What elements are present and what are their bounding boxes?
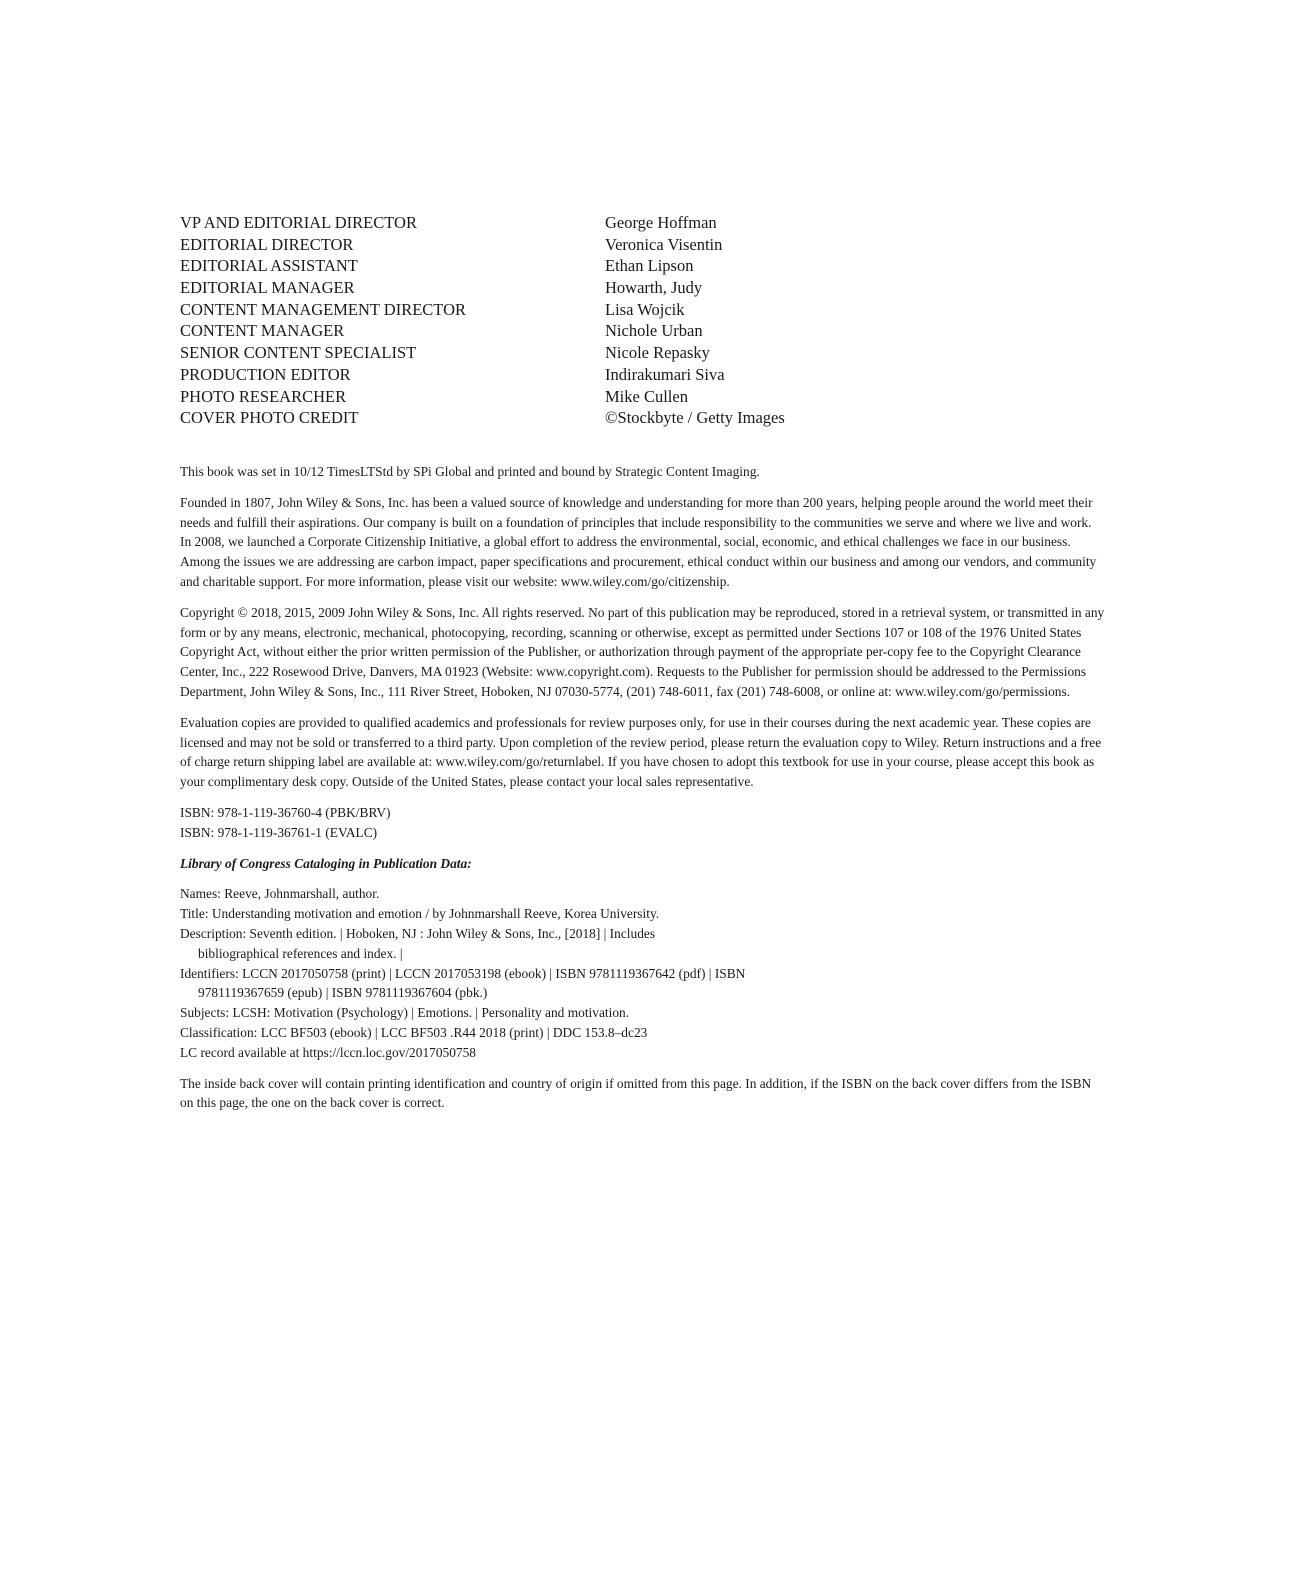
credit-role: VP AND EDITORIAL DIRECTOR bbox=[180, 213, 417, 232]
credit-role: PRODUCTION EDITOR bbox=[180, 364, 351, 384]
evaluation-paragraph: Evaluation copies are provided to qualified academics and professionals for review purposes only, for use in their courses during the next academic year. These copies are licensed and may not be sold or transferred to a third party. Upon completion of the review period, please return the evaluation copy to Wiley. Return instructions and a free of charge return shipping label are available at: www.wiley.com/go/returnlabel. If you have chosen to adopt this textbook for use in your course, please accept this book as your complimentary desk copy. Outside of the United States, please contact your local sales representative. bbox=[180, 714, 1102, 790]
credit-name: Indirakumari Siva bbox=[605, 364, 725, 384]
isbn-block bbox=[180, 803, 1105, 843]
credit-name: Ethan Lipson bbox=[605, 256, 694, 276]
credit-name: Mike Cullen bbox=[605, 386, 688, 406]
credit-role: EDITORIAL MANAGER bbox=[180, 278, 355, 298]
credit-name: Howarth, Judy bbox=[605, 278, 703, 298]
credit-row bbox=[180, 364, 880, 386]
cip-lc-record: LC record available at https://lccn.loc.gov/2017050758 bbox=[180, 1044, 477, 1060]
credit-row bbox=[180, 277, 880, 299]
cip-classification: Classification: LCC BF503 (ebook) | LCC BF503 .R44 2018 (print) | DDC 153.8–dc23 bbox=[180, 1024, 648, 1040]
credit-row bbox=[180, 212, 880, 234]
credit-name: ©Stockbyte / Getty Images bbox=[605, 408, 785, 428]
credit-row bbox=[180, 386, 880, 408]
credit-name: Nichole Urban bbox=[605, 321, 703, 341]
credits-list bbox=[180, 212, 880, 429]
credit-row bbox=[180, 320, 880, 342]
credit-row bbox=[180, 407, 880, 429]
credit-row bbox=[180, 299, 880, 321]
loc-heading: Library of Congress Cataloging in Publication Data: bbox=[180, 855, 472, 871]
isbn-line: ISBN: 978-1-119-36761-1 (EVALC) bbox=[180, 824, 378, 840]
credit-name: George Hoffman bbox=[605, 213, 717, 232]
credit-role: EDITORIAL DIRECTOR bbox=[180, 234, 354, 254]
credit-role: EDITORIAL ASSISTANT bbox=[180, 256, 358, 276]
credit-name: Lisa Wojcik bbox=[605, 299, 685, 319]
isbn-line: ISBN: 978-1-119-36760-4 (PBK/BRV) bbox=[180, 804, 391, 820]
credit-role: CONTENT MANAGEMENT DIRECTOR bbox=[180, 299, 467, 319]
copyright-paragraph: Copyright © 2018, 2015, 2009 John Wiley & Sons, Inc. All rights reserved. No part of this publication may be reproduced, stored in a retrieval system, or transmitted in any form or by any means, electronic, mechanical, photocopying, recording, scanning or otherwise, except as permitted under Sections 107 or 108 of the 1976 United States Copyright Act, without either the prior written permission of the Publisher, or authorization through payment of the appropriate per-copy fee to the Copyright Clearance Center, Inc., 222 Rosewood Drive, Danvers, MA 01923 (Website: www.copyright.com). Requests to the Publisher for permission should be addressed to the Permissions Department, John Wiley & Sons, Inc., 111 River Street, Hoboken, NJ 07030-5774, (201) 748-6011, fax (201) 748-6008, or online at: www.wiley.com/go/permissions. bbox=[180, 604, 1105, 699]
back-cover-note: The inside back cover will contain printing identification and country of origin if omitted from this page. In addition, if the ISBN on the back cover differs from the ISBN on this page, the one on the back cover is correct. bbox=[180, 1075, 1092, 1111]
cip-title: Title: Understanding motivation and emotion / by Johnmarshall Reeve, Korea University. bbox=[180, 906, 660, 922]
credit-row bbox=[180, 342, 880, 364]
credit-name: Nicole Repasky bbox=[605, 343, 710, 363]
credit-row bbox=[180, 234, 880, 256]
legal-text bbox=[180, 462, 1105, 1124]
cip-description: Description: Seventh edition. | Hoboken, NJ : John Wiley & Sons, Inc., [2018] | Includes bibliographical references and index. | bbox=[180, 925, 656, 961]
credit-role: COVER PHOTO CREDIT bbox=[180, 408, 359, 428]
typesetting-note: This book was set in 10/12 TimesLTStd by SPi Global and printed and bound by Strategic Content Imaging. bbox=[180, 464, 760, 479]
cip-identifiers: Identifiers: LCCN 2017050758 (print) | LCCN 2017053198 (ebook) | ISBN 9781119367642 (pdf) | ISBN 9781119367659 (epub) | ISBN 9781119367604 (pbk.) bbox=[180, 965, 746, 1001]
cip-data bbox=[180, 884, 1105, 1062]
founded-paragraph: Founded in 1807, John Wiley & Sons, Inc. has been a valued source of knowledge and understanding for more than 200 years, helping people around the world meet their needs and fulfill their aspirations. Our company is built on a foundation of principles that include responsibility to the communities we serve and where we live and work. In 2008, we launched a Corporate Citizenship Initiative, a global effort to address the environmental, social, economic, and ethical challenges we face in our business. Among the issues we are addressing are carbon impact, paper specifications and procurement, ethical conduct within our business and among our vendors, and community and charitable support. For more information, please visit our website: www.wiley.com/go/citizenship. bbox=[180, 494, 1097, 589]
cip-subjects: Subjects: LCSH: Motivation (Psychology) | Emotions. | Personality and motivation. bbox=[180, 1005, 630, 1021]
credit-role: CONTENT MANAGER bbox=[180, 321, 345, 341]
credit-role: PHOTO RESEARCHER bbox=[180, 386, 347, 406]
credit-row bbox=[180, 255, 880, 277]
cip-names: Names: Reeve, Johnmarshall, author. bbox=[180, 886, 380, 902]
credit-role: SENIOR CONTENT SPECIALIST bbox=[180, 343, 417, 363]
credit-name: Veronica Visentin bbox=[605, 234, 723, 254]
